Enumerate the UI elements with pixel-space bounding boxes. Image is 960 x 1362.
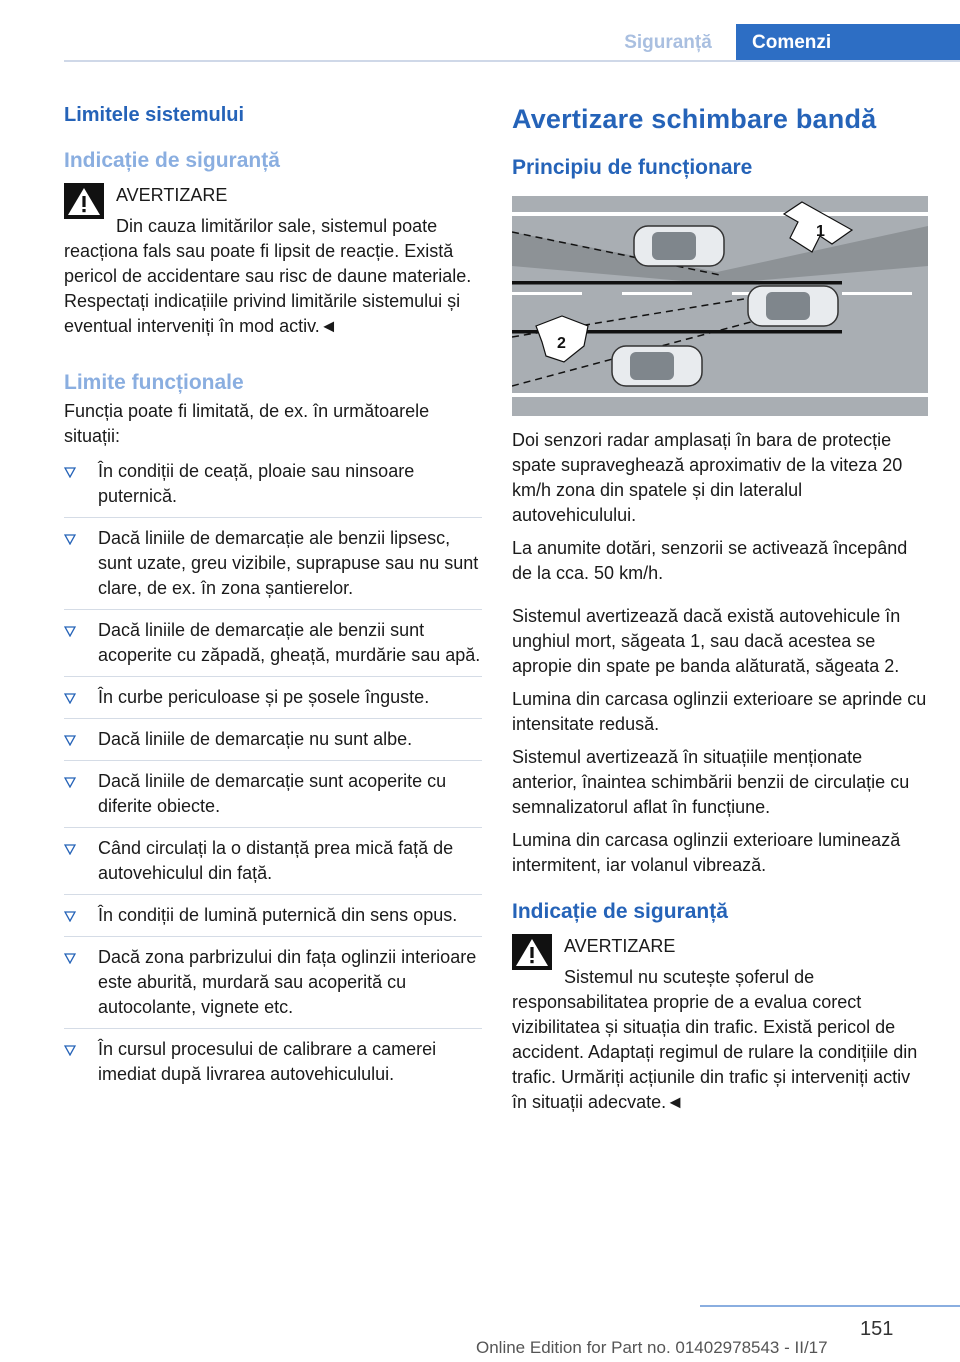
para-mirror-flash: Lumina din carcasa oglinzii exterioare luminează intermitent, iar volanul vibrează.	[512, 830, 901, 875]
list-item	[64, 1037, 482, 1087]
warning-block-right	[512, 934, 930, 1115]
list-item-text: În condiții de lumină puternică din sens opus.	[98, 905, 458, 925]
list-item-text: Dacă liniile de demarcație sunt acoperite cu diferite obiecte.	[98, 771, 447, 816]
warning-triangle-icon	[64, 183, 104, 219]
warning-text-right: Sistemul nu scutește șoferul de responsabilitatea proprie de a evalua corect vizibilitatea și situația din trafic. Există pericol de accident. Adaptați regimul de rulare la condițiile din trafic. Urmăriți acțiunile din trafic și interveniți activ în situații adecvate.◄	[512, 967, 918, 1112]
section-heading-system-limits: Limitele sistemului	[64, 104, 245, 126]
list-item	[64, 836, 482, 886]
warning-text: Din cauza limitărilor sale, sistemul poate reacționa fals sau poate fi lipsit de reacție. Există pericol de accidentare sau risc de daune materiale. Respectați indicațiile privind limitările sistemului și eventual interveniți în mod activ.◄	[64, 216, 472, 336]
para-mirror-light: Lumina din carcasa oglinzii exterioare se aprinde cu intensitate redusă.	[512, 689, 927, 734]
bullet-triangle-icon	[64, 467, 76, 478]
page-title: Avertizare schimbare bandă	[512, 104, 877, 134]
list-item	[64, 618, 482, 668]
warning-block	[64, 183, 482, 339]
list-separator	[64, 517, 482, 518]
list-separator	[64, 1028, 482, 1029]
list-item	[64, 769, 482, 819]
header-divider	[64, 60, 960, 62]
list-item-text: În condiții de ceață, ploaie sau ninsoare puternică.	[98, 461, 415, 506]
list-item-text: Dacă liniile de demarcație ale benzii sunt acoperite cu zăpadă, gheață, murdărie sau apă.	[98, 620, 481, 665]
list-item-text: Când circulați la o distanță prea mică față de autovehiculul din față.	[98, 838, 454, 883]
principle-heading: Principiu de funcționare	[512, 156, 753, 179]
functional-intro: Funcția poate fi limitată, de ex. în următoarele situații:	[64, 401, 430, 446]
list-item	[64, 685, 482, 710]
bullet-triangle-icon	[64, 693, 76, 704]
list-item-text: În curbe periculoase și pe șosele înguste.	[98, 687, 430, 707]
header-tab-section: Siguranță	[624, 32, 712, 53]
bullet-triangle-icon	[64, 534, 76, 545]
page-number: 151	[860, 1318, 894, 1340]
list-item	[64, 945, 482, 1020]
car-middle	[748, 286, 838, 326]
footer-divider	[700, 1305, 960, 1307]
figure-label-2: 2	[557, 335, 566, 352]
para-activation: La anumite dotări, senzorii se activează începând de la cca. 50 km/h.	[512, 538, 908, 583]
right-column	[512, 96, 930, 1115]
left-column	[64, 96, 482, 1087]
list-item	[64, 526, 482, 601]
safety-heading-right: Indicație de siguranță	[512, 900, 728, 923]
list-item	[64, 727, 482, 752]
bullet-triangle-icon	[64, 953, 76, 964]
bullet-triangle-icon	[64, 735, 76, 746]
list-item-text: Dacă zona parbrizului din fața oglinzii interioare este aburită, murdară sau acoperită cu autocolante, vignete etc.	[98, 947, 477, 1017]
list-separator	[64, 894, 482, 895]
bullet-triangle-icon	[64, 1045, 76, 1056]
bullet-triangle-icon	[64, 777, 76, 788]
list-separator	[64, 718, 482, 719]
lane-change-figure	[512, 196, 928, 416]
list-item	[64, 459, 482, 509]
figure-label-1: 1	[816, 223, 825, 240]
list-item-text: Dacă liniile de demarcație nu sunt albe.	[98, 729, 413, 749]
bullet-triangle-icon	[64, 626, 76, 637]
bullet-triangle-icon	[64, 844, 76, 855]
list-item	[64, 903, 482, 928]
para-radar-sensors: Doi senzori radar amplasați în bara de protecție spate supraveghează aproximativ de la viteza 20 km/h zona din spatele și din lateralul autovehiculului.	[512, 430, 903, 525]
list-item-text: În cursul procesului de calibrare a camerei imediat după livrarea autovehiculului.	[98, 1039, 437, 1084]
limits-list	[64, 459, 482, 1087]
list-separator	[64, 827, 482, 828]
edition-label: Online Edition for Part no. 01402978543 - II/17	[476, 1338, 828, 1357]
warning-title-right: AVERTIZARE	[564, 936, 676, 956]
car-top	[634, 226, 724, 266]
warning-title: AVERTIZARE	[116, 185, 228, 205]
para-warning-conditions: Sistemul avertizează dacă există autovehicule în unghiul mort, săgeata 1, sau dacă acestea se apropie din spate pe banda alăturată, săgeata 2.	[512, 606, 901, 676]
warning-triangle-icon	[512, 934, 552, 970]
list-separator	[64, 676, 482, 677]
safety-heading: Indicație de siguranță	[64, 149, 280, 172]
functional-limits-heading: Limite funcționale	[64, 371, 244, 394]
list-separator	[64, 609, 482, 610]
header-tab-chapter: Comenzi	[736, 24, 960, 61]
list-separator	[64, 936, 482, 937]
car-bottom	[612, 346, 702, 386]
para-lane-change-warning: Sistemul avertizează în situațiile menționate anterior, înaintea schimbării benzii de circulație cu semnalizatorul aflat în funcțiune.	[512, 747, 910, 817]
list-separator	[64, 760, 482, 761]
bullet-triangle-icon	[64, 911, 76, 922]
list-item-text: Dacă liniile de demarcație ale benzii lipsesc, sunt uzate, greu vizibile, suprapuse sau nu sunt clare, de ex. în zona șantierelor.	[98, 528, 479, 598]
